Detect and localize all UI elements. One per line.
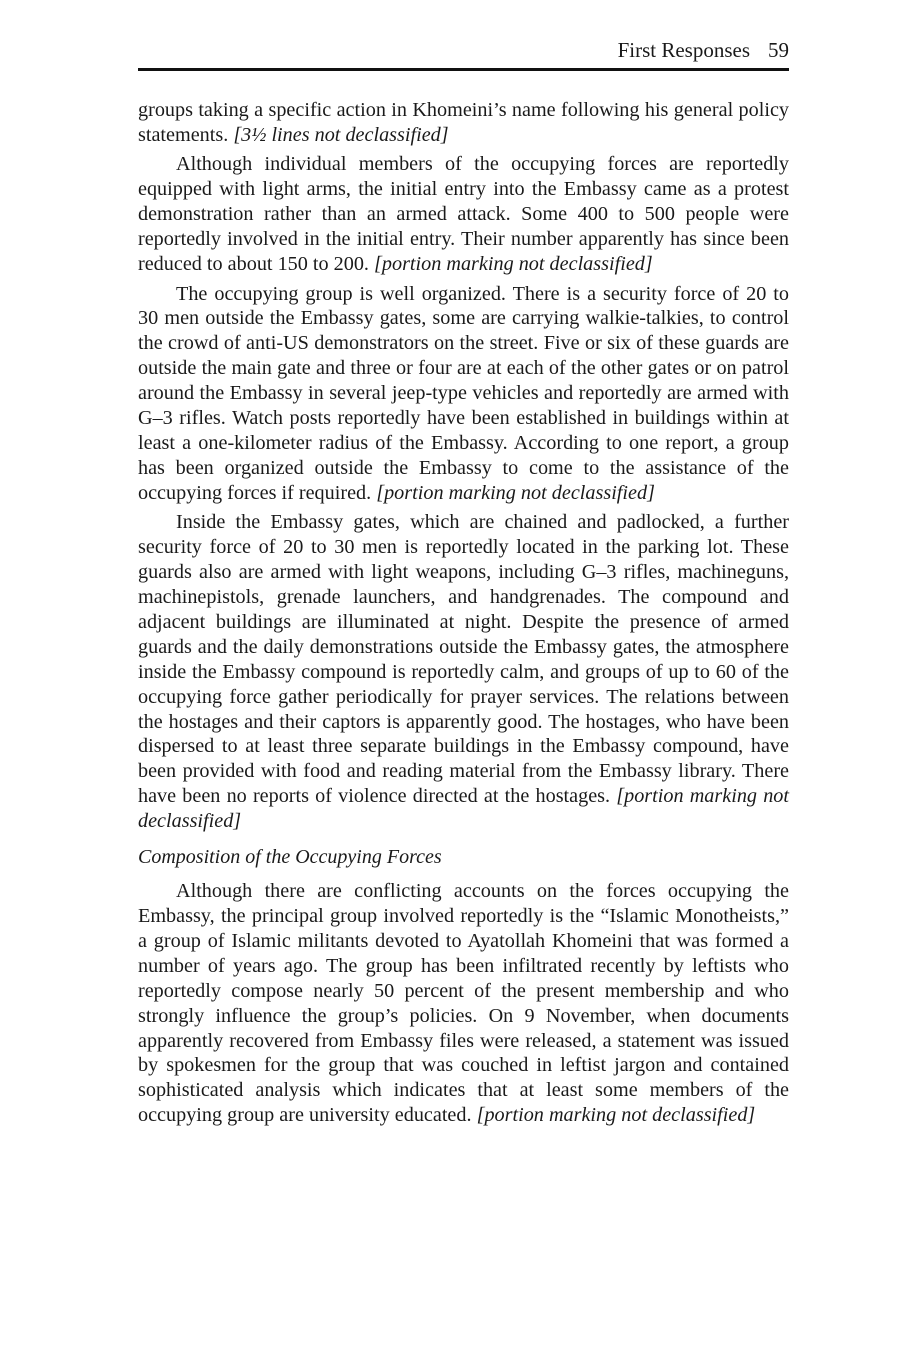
section-title: First Responses	[617, 38, 750, 62]
declassification-note: [portion marking not declassified]	[476, 1104, 756, 1127]
page-number: 59	[768, 38, 789, 62]
body-text	[138, 98, 789, 1128]
paragraph-3	[138, 282, 789, 506]
paragraph-5	[138, 879, 789, 1128]
declassification-note: [3½ lines not declassified]	[233, 123, 449, 146]
paragraph-text: groups taking a specific action in Khomeini’s name following his general policy statements.	[138, 99, 789, 146]
running-header	[618, 36, 789, 64]
paragraph-text: Although individual members of the occupying forces are reportedly equipped with light arms, the initial entry into the Embassy came as a protest demonstration rather than an armed attack. Some 400 to 500 people were reportedly involved in the initial entry. Their number apparently has since been reduced to about 150 to 200.	[138, 153, 789, 276]
section-subheading: Composition of the Occupying Forces	[138, 846, 442, 869]
paragraph-text: The occupying group is well organized. There is a security force of 20 to 30 men outside the Embassy gates, some are carrying walkie-talkies, to control the crowd of anti-US demonstrators on the street. Five or six of these guards are outside the main gate and three or four are at each of the other gates or on patrol around the Embassy in several jeep-type vehicles and reportedly are armed with G–3 rifles. Watch posts reportedly have been established in buildings within at least a one-kilometer radius of the Embassy. According to one report, a group has been organized outside the Embassy to come to the assistance of the occupying forces if required.	[138, 282, 789, 504]
paragraph-2	[138, 152, 789, 277]
declassification-note: [portion marking not declassified]	[376, 481, 655, 504]
declassification-note: [portion marking not declassified]	[374, 253, 653, 276]
declassification-note: [portion marking not declassified]	[138, 785, 789, 833]
paragraph-1	[138, 98, 789, 148]
paragraph-text: Inside the Embassy gates, which are chained and padlocked, a further security force of 20 to 30 men is reportedly located in the parking lot. These guards also are armed with light weapons, including G–3 rifles, machineguns, machinepistols, grenade launchers, and handgrenades. The compound and adjacent buildings are illuminated at night. Despite the presence of armed guards and the daily demonstrations outside the Embassy gates, the atmosphere inside the Embassy compound is reportedly calm, and groups of up to 60 of the occupying force gather periodically for prayer services. The relations between the hostages and their captors is apparently good. The hostages, who have been dispersed to at least three separate buildings in the Embassy compound, have been provided with food and reading material from the Embassy library. There have been no reports of violence directed at the hostages.	[138, 511, 789, 808]
paragraph-text: Although there are conflicting accounts on the forces occupying the Embassy, the principal group involved reportedly is the “Islamic Monotheists,” a group of Islamic militants devoted to Ayatollah Khomeini that was formed a number of years ago. The group has been infiltrated recently by leftists who reportedly compose nearly 50 percent of the present membership and who strongly influence the group’s policies. On 9 November, when documents apparently recovered from Embassy files were released, a statement was issued by spokesmen for the group that was couched in leftist jargon and contained sophisticated analysis which indicates that at least some members of the occupying group are university educated.	[138, 880, 789, 1127]
paragraph-4	[138, 510, 789, 834]
header-rule	[138, 68, 789, 71]
